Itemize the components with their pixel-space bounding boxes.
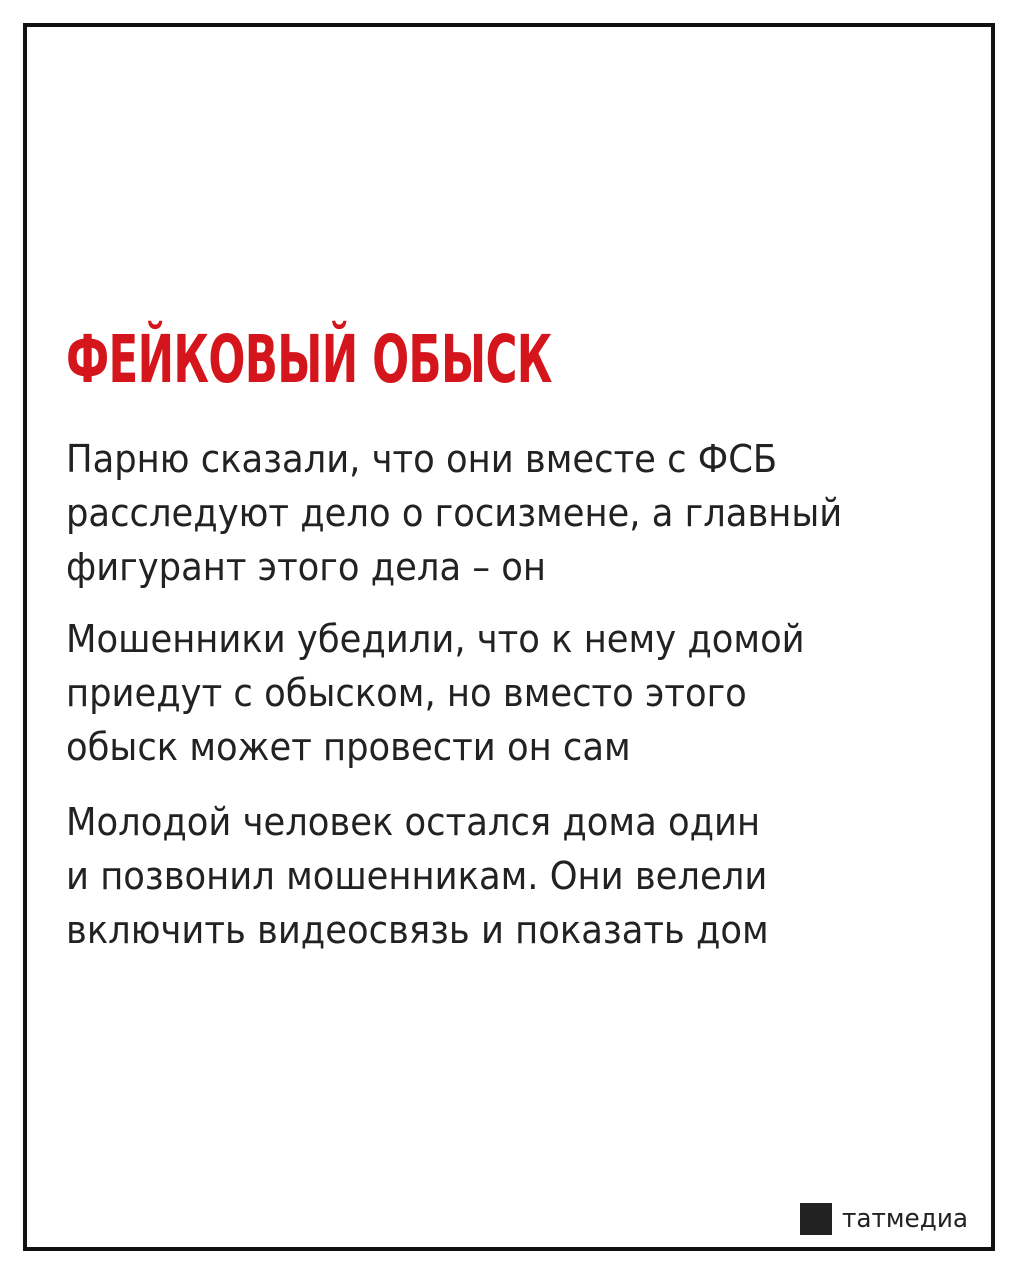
paragraph-3 (66, 795, 769, 957)
paragraph-line: Парню сказали, что они вместе с ФСБ (66, 437, 778, 481)
paragraph-line: обыск может провести он сам (66, 725, 631, 769)
paragraph-line: расследуют дело о госизмене, а главный (66, 491, 843, 535)
paragraph-2 (66, 612, 805, 774)
paragraph-line: фигурант этого дела – он (66, 545, 546, 589)
paragraph-line: Молодой человек остался дома один (66, 800, 761, 844)
brand-name: татмедиа (842, 1204, 969, 1234)
square-logo-icon (800, 1203, 832, 1235)
paragraph-line: приедут с обыском, но вместо этого (66, 671, 747, 715)
brand-logo (800, 1202, 975, 1236)
paragraph-line: и позвонил мошенникам. Они велели (66, 854, 768, 898)
paragraph-line: Мошенники убедили, что к нему домой (66, 617, 805, 661)
headline: ФЕЙКОВЫЙ ОБЫСК (66, 321, 552, 398)
paragraph-1 (66, 432, 842, 594)
paragraph-line: включить видеосвязь и показать дом (66, 908, 769, 952)
